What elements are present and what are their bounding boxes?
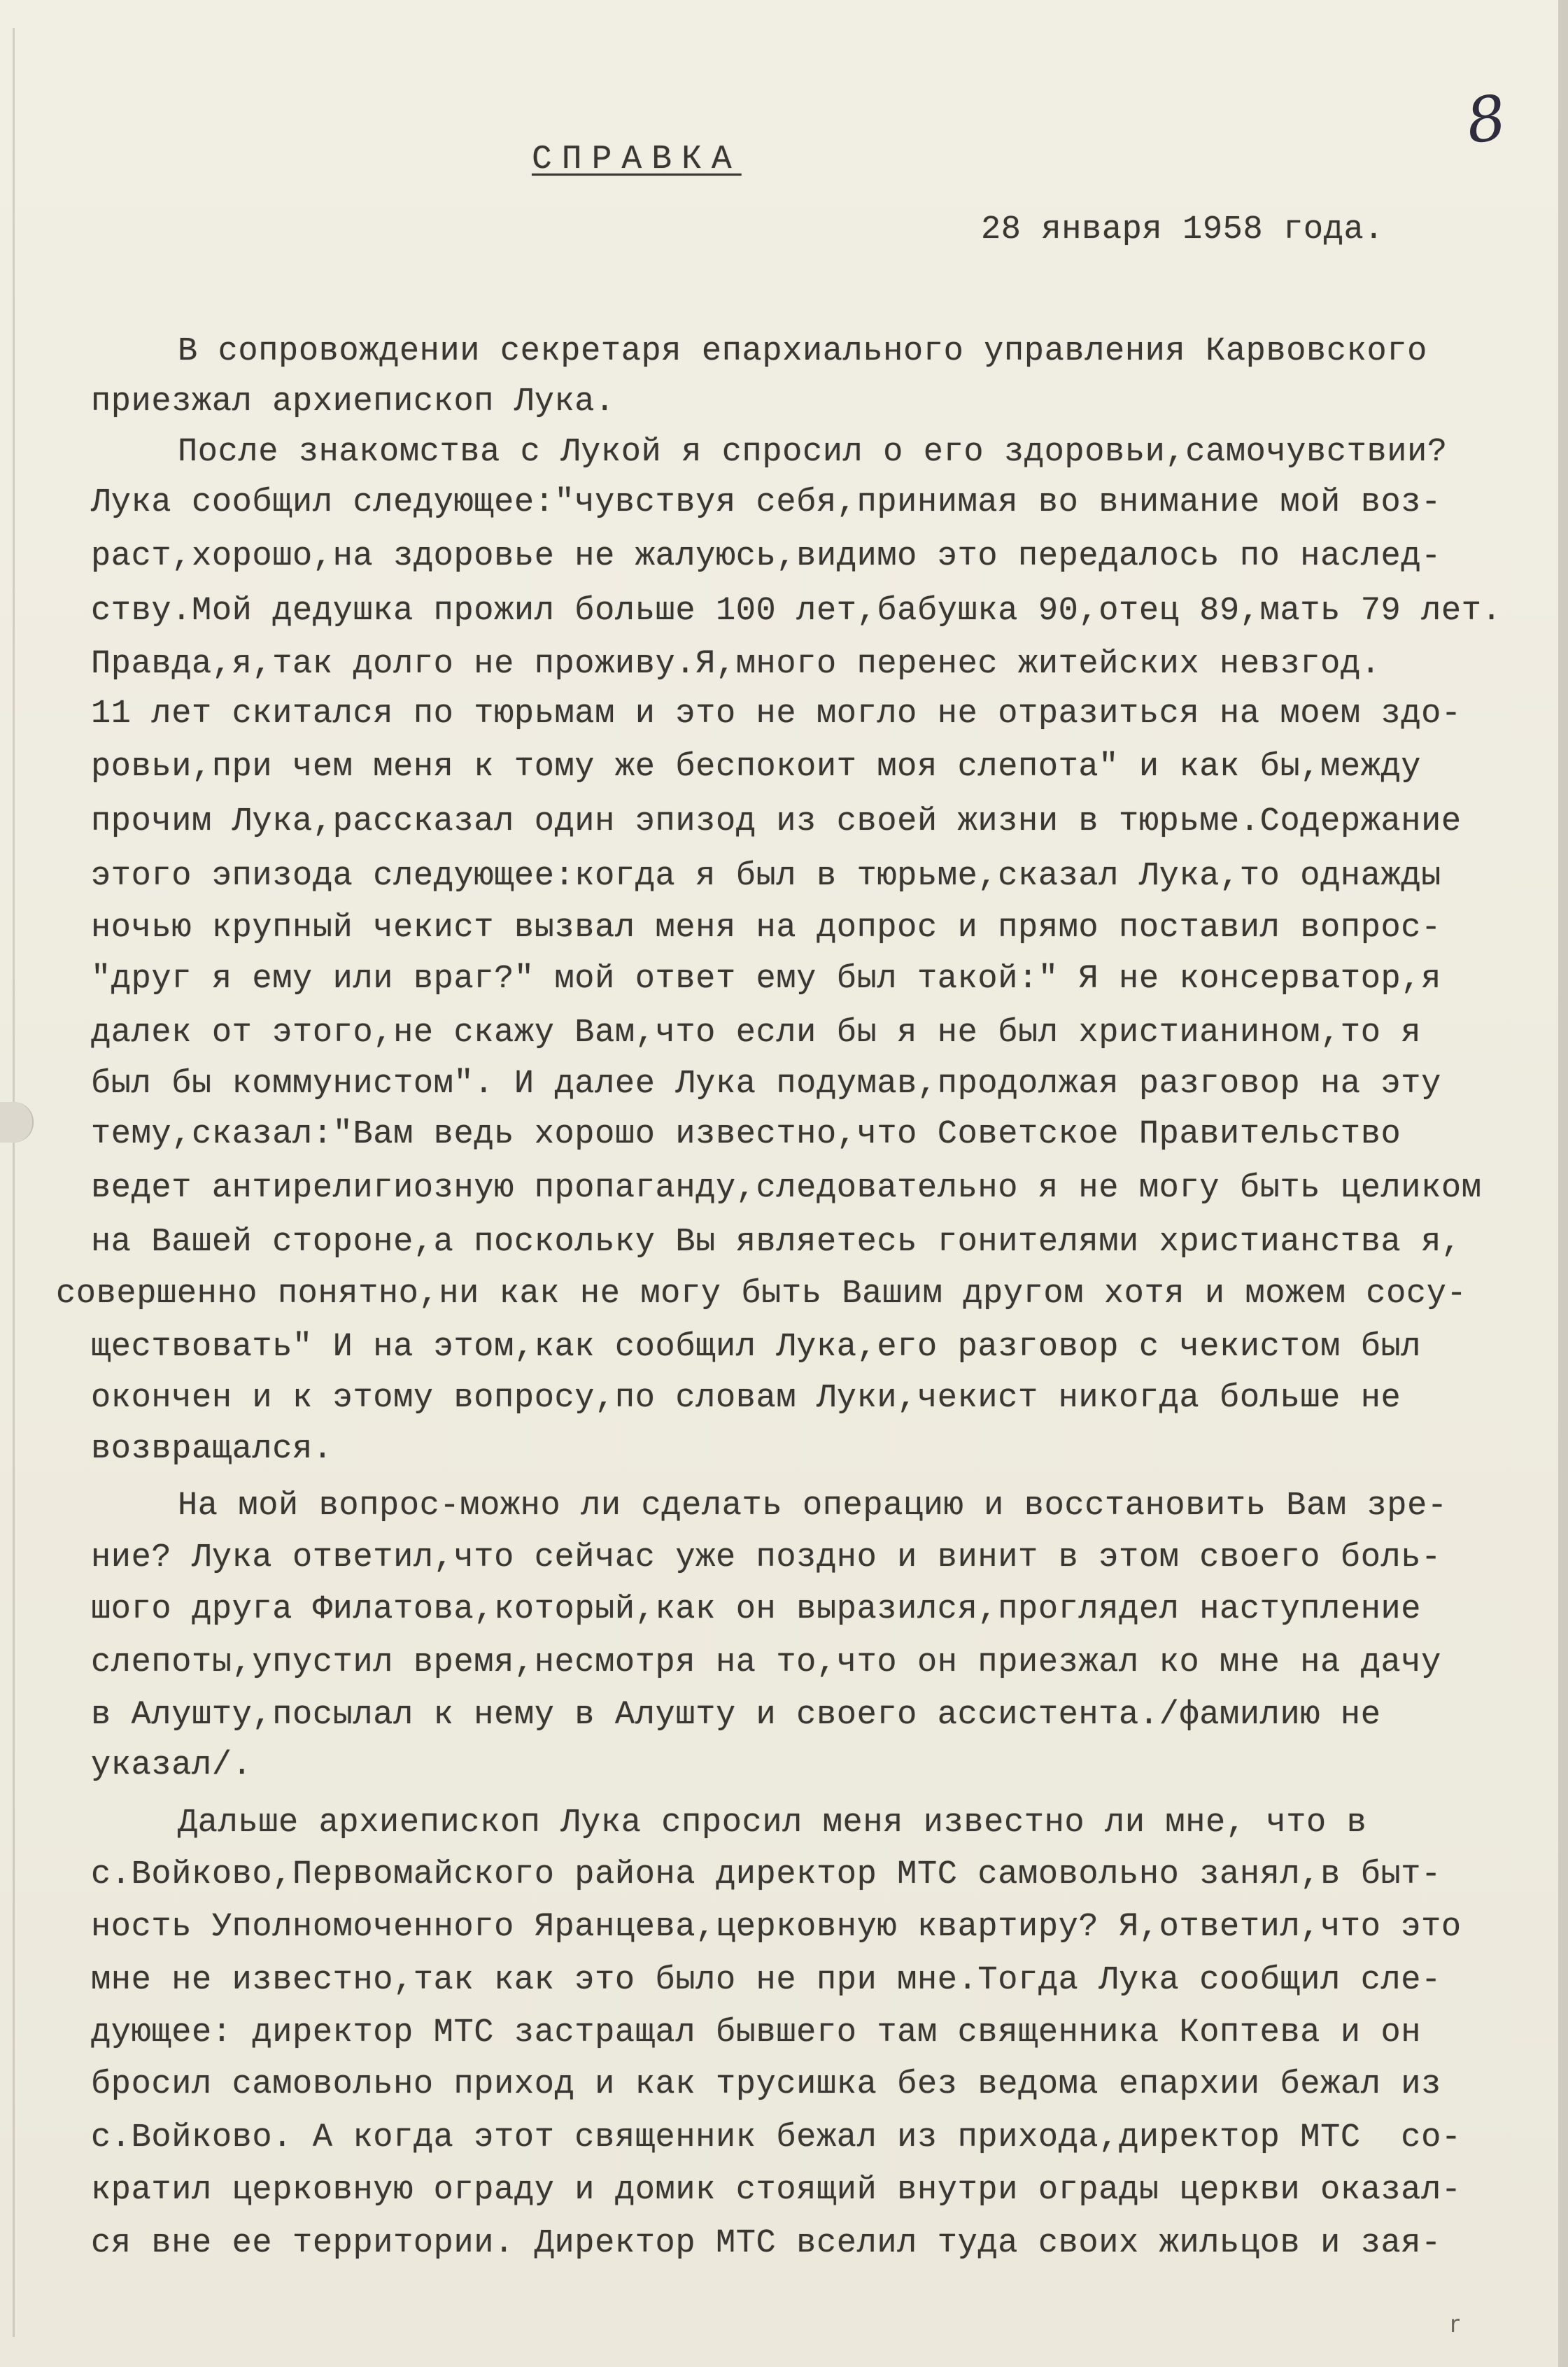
body-line: указал/. (91, 1747, 253, 1784)
binding-margin (13, 28, 15, 2337)
body-line: слепоты,упустил время,несмотря на то,что он приезжал ко мне на дачу (91, 1644, 1441, 1681)
body-line: шого друга Филатова,который,как он выразился,проглядел наступление (91, 1591, 1422, 1628)
body-line: возвращался. (91, 1431, 333, 1468)
body-line: После знакомства с Лукой я спросил о его здоровьи,самочувствии? (178, 434, 1448, 471)
corner-mark: r (1450, 2310, 1460, 2338)
document-title: СПРАВКА (532, 141, 742, 178)
page-number: 8 (1462, 80, 1511, 158)
body-line: В сопровождении секретаря епархиального управления Карвовского (178, 333, 1427, 370)
body-line: ность Уполномоченного Яранцева,церковную квартиру? Я,ответил,что это (91, 1909, 1462, 1946)
document-date: 28 января 1958 года. (981, 211, 1385, 248)
body-line: прочим Лука,рассказал один эпизод из своей жизни в тюрьме.Содержание (91, 803, 1462, 840)
body-line: ночью крупный чекист вызвал меня на допрос и прямо поставил вопрос- (91, 910, 1441, 947)
body-line: На мой вопрос-можно ли сделать операцию и восстановить Вам зре- (178, 1488, 1448, 1525)
body-line: ству.Мой дедушка прожил больше 100 лет,бабушка 90,отец 89,мать 79 лет. (91, 593, 1502, 630)
body-line: приезжал архиепископ Лука. (91, 383, 615, 421)
body-line: ществовать" И на этом,как сообщил Лука,его разговор с чекистом был (91, 1329, 1422, 1366)
body-line: ровьи,при чем меня к тому же беспокоит моя слепота" и как бы,между (91, 749, 1422, 786)
body-line: был бы коммунистом". И далее Лука подумав,продолжая разговор на эту (91, 1066, 1441, 1103)
page-edge (1558, 0, 1568, 2367)
body-line: ведет антирелигиозную пропаганду,следовательно я не могу быть целиком (91, 1170, 1482, 1207)
body-line: бросил самовольно приход и как трусишка без ведома епархии бежал из (91, 2066, 1441, 2103)
body-line: кратил церковную ограду и домик стоящий внутри ограды церкви оказал- (91, 2172, 1462, 2209)
paper-tear (0, 1102, 34, 1143)
body-line: Правда,я,так долго не проживу.Я,много перенес житейских невзгод. (91, 646, 1381, 683)
body-line: "друг я ему или враг?" мой ответ ему был такой:" Я не консерватор,я (91, 961, 1441, 998)
body-line: ние? Лука ответил,что сейчас уже поздно и винит в этом своего боль- (91, 1539, 1441, 1576)
body-line: далек от этого,не скажу Вам,что если бы я не был христианином,то я (91, 1015, 1422, 1052)
body-line: этого эпизода следующее:когда я был в тюрьме,сказал Лука,то однажды (91, 858, 1441, 895)
body-line: в Алушту,посылал к нему в Алушту и своего ассистента./фамилию не (91, 1697, 1381, 1734)
body-line: тему,сказал:"Вам ведь хорошо известно,что Советское Правительство (91, 1116, 1401, 1153)
body-line: мне не известно,так как это было не при мне.Тогда Лука сообщил сле- (91, 1962, 1441, 1999)
body-line: дующее: директор МТС застращал бывшего там священника Коптева и он (91, 2014, 1422, 2051)
body-line: на Вашей стороне,а поскольку Вы являетесь гонителями христианства я, (91, 1224, 1462, 1261)
body-line: Дальше архиепископ Лука спросил меня известно ли мне, что в (178, 1804, 1367, 1842)
body-line: раст,хорошо,на здоровье не жалуюсь,видимо это передалось по наслед- (91, 538, 1441, 575)
body-line: Лука сообщил следующее:"чувствуя себя,принимая во внимание мой воз- (91, 484, 1441, 521)
body-line: окончен и к этому вопросу,по словам Луки,чекист никогда больше не (91, 1380, 1401, 1417)
body-line: совершенно понятно,ни как не могу быть Вашим другом хотя и можем сосу- (56, 1276, 1467, 1313)
body-line: ся вне ее территории. Директор МТС вселил туда своих жильцов и зая- (91, 2225, 1441, 2262)
body-line: с.Войково. А когда этот священник бежал из прихода,директор МТС со- (91, 2119, 1462, 2156)
body-line: 11 лет скитался по тюрьмам и это не могло не отразиться на моем здо- (91, 695, 1462, 733)
body-line: с.Войково,Первомайского района директор МТС самовольно занял,в быт- (91, 1856, 1441, 1893)
